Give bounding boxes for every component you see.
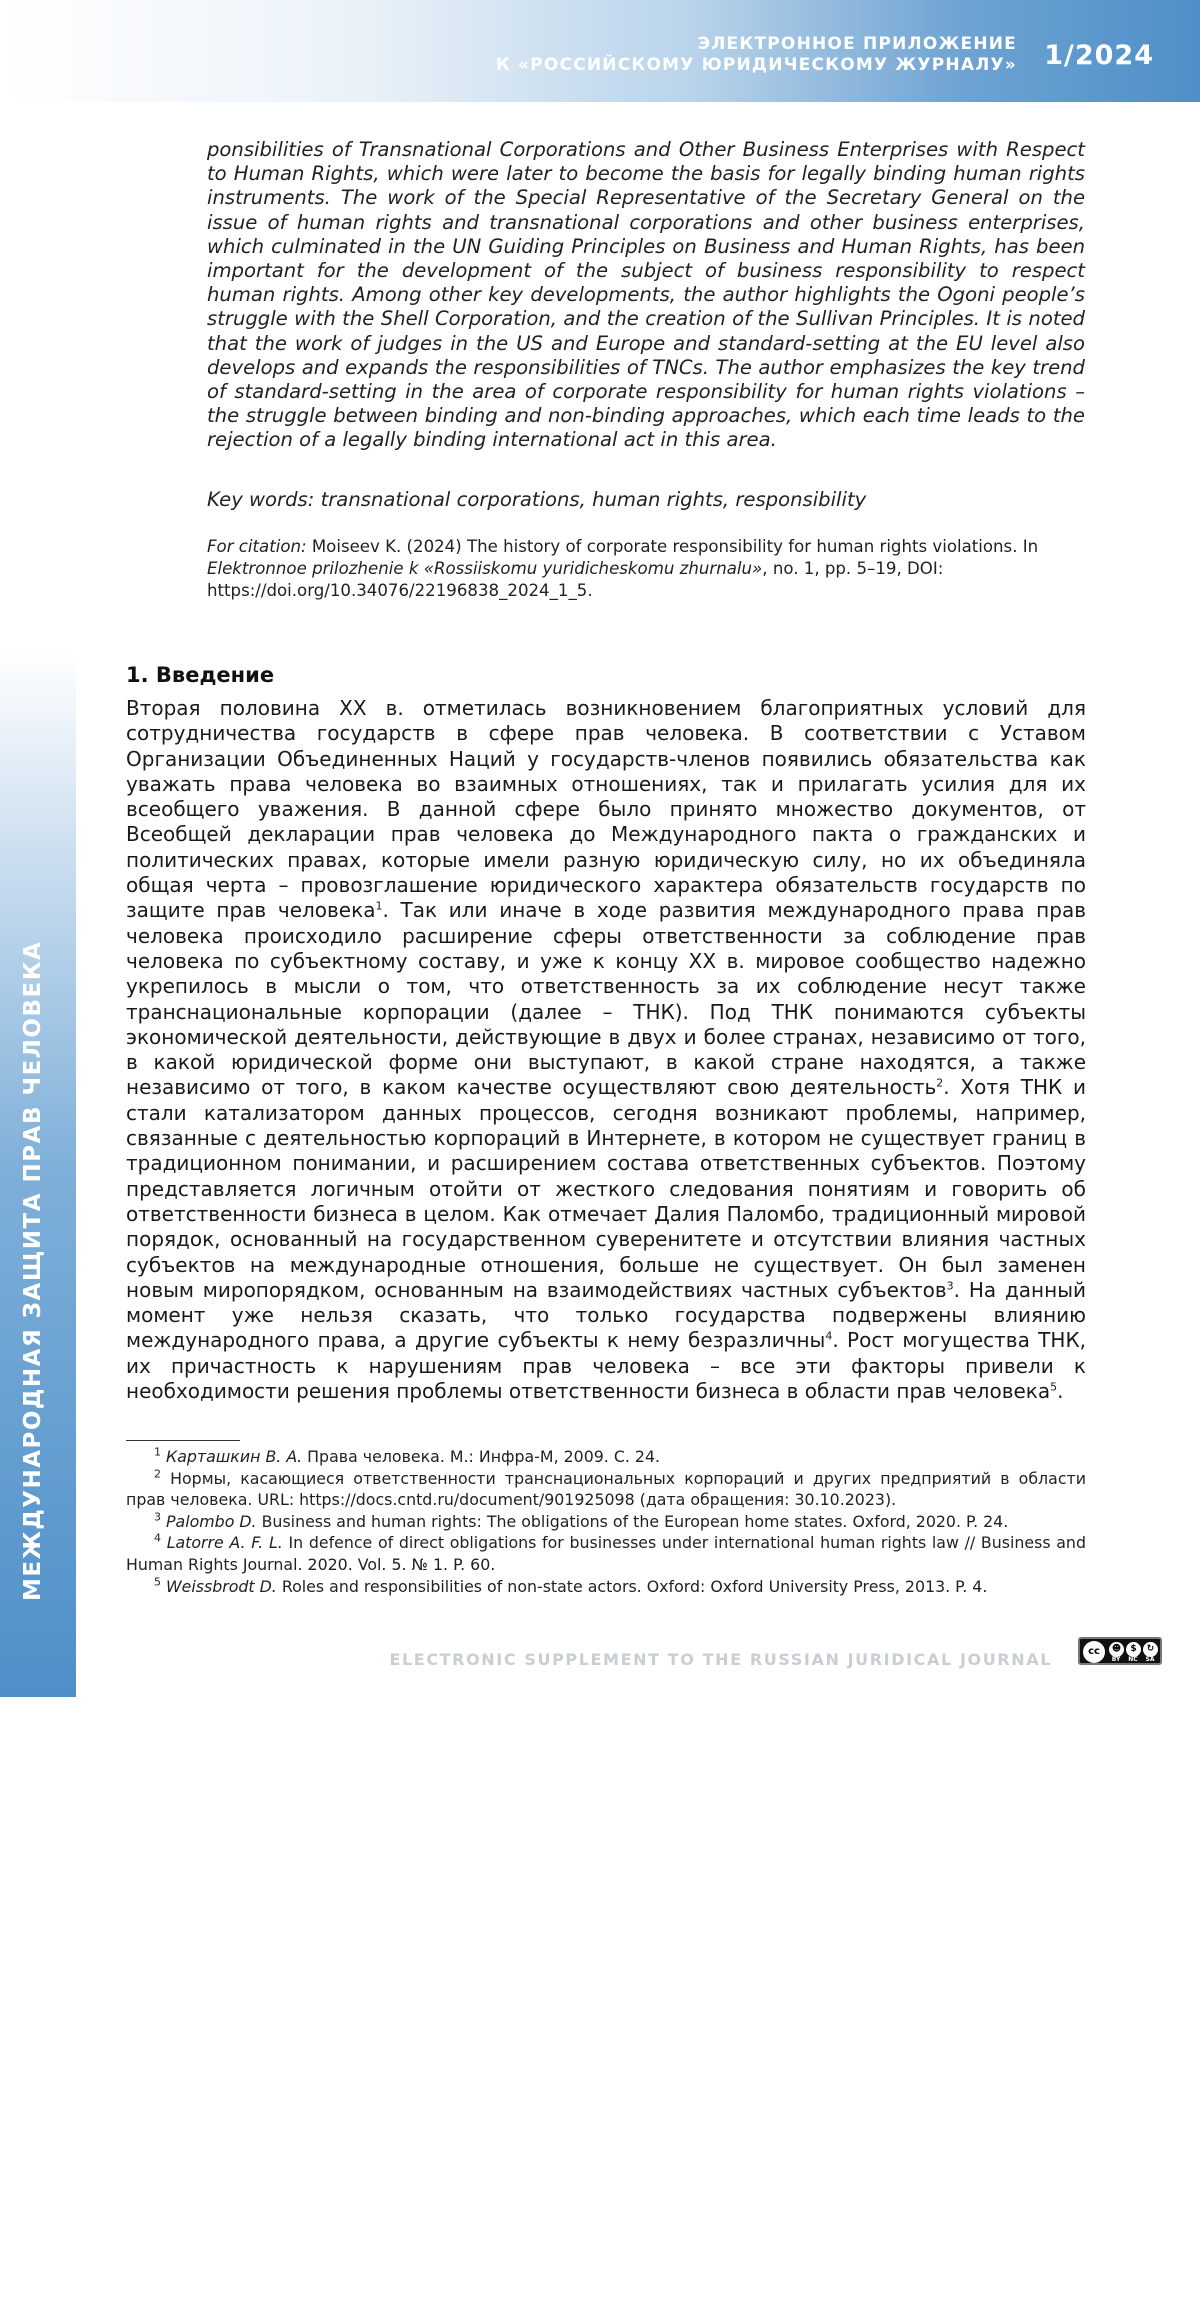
nc-label: NC xyxy=(1125,1656,1141,1664)
body-segment-1: Вторая половина XX в. отметилась возникновением благоприятных условий для сотрудничества государств в сфере прав человека. В соответствии с Уставом Организации Объединенных Наций у государств-членов появились обязательства как уважать права человека во взаимных отношениях, так и прилагать усилия для их всеобщего уважения. В данной сфере было принято множество документов, от Всеобщей декларации прав человека до Международного пакта о гражданских и политических правах, которые имели разную юридическую силу, но их объединяла общая черта – провозглашение юридического характера обязательств государств по защите прав человека xyxy=(126,696,1086,922)
footer-journal-title: ELECTRONIC SUPPLEMENT TO THE RUSSIAN JURIDICAL JOURNAL xyxy=(389,1650,1052,1669)
keywords: Key words: transnational corporations, human rights, responsibility xyxy=(207,488,1085,512)
body-segment-3: . Хотя ТНК и стали катализатором данных процессов, сегодня возникают проблемы, например, связанные с деятельностью корпораций в Интернете, в котором не существует границ в традиционном понимании, и расширением состава ответственных субъектов. Поэтому представляется логичным отойти от жесткого следования понятиям и говорить об ответственности бизнеса в целом. Как отмечает Далия Паломбо, традиционный мировой порядок, основанный на государственном суверенитете и отсутствии влияния частных субъектов на международные отношения, больше не существует. Он был заменен новым миропорядком, основанным на взаимодействиях частных субъектов xyxy=(126,1075,1086,1301)
footnote-ref-3[interactable]: 3 xyxy=(947,1279,954,1292)
citation-text-2: , no. 1, pp. 5–19, DOI: https://doi.org/10.34076/22196838_2024_1_5. xyxy=(207,559,943,600)
body-segment-2: . Так или иначе в ходе развития международного права прав человека происходило расширение сферы ответственности за соблюдение прав человека по субъектному составу, и уже к концу XX в. мировое сообщество надежно укрепилось в мысли о том, что ответственность за их соблюдение несут также транснациональные корпорации (далее – ТНК). Под ТНК понимаются субъекты экономической деятельности, действующие в двух и более странах, независимо от того, в какой юридической форме они выступают, в какой стране находятся, а также независимо от того, в каком качестве осуществляют свою деятельность xyxy=(126,898,1086,1099)
footnote-text: Права человека. М.: Инфра-М, 2009. С. 24. xyxy=(302,1447,660,1466)
body-paragraph xyxy=(126,696,1086,1404)
footnote-ref-2[interactable]: 2 xyxy=(936,1077,943,1090)
sa-label: SA xyxy=(1142,1656,1158,1664)
by-icon: ☻ xyxy=(1109,1642,1124,1657)
footnote-4 xyxy=(126,1532,1086,1575)
footnote-author: Latorre A. F. L. xyxy=(167,1533,283,1552)
header-title-line2: К «РОССИЙСКОМУ ЮРИДИЧЕСКОМУ ЖУРНАЛУ» xyxy=(496,55,1017,76)
footnote-ref-4[interactable]: 4 xyxy=(825,1330,832,1343)
by-label: BY xyxy=(1108,1656,1124,1664)
footnote-number: 1 xyxy=(154,1446,161,1459)
citation-text-1: Moiseev K. (2024) The history of corporate responsibility for human rights violations. In xyxy=(307,537,1039,556)
footnote-2 xyxy=(126,1468,1086,1511)
section-sidebar xyxy=(0,650,76,1697)
citation-label: For citation: xyxy=(207,537,307,556)
nc-icon: $ xyxy=(1126,1642,1141,1657)
abstract-text: ponsibilities of Transnational Corporations and Other Business Enterprises with Respect to Human Rights, which were later to become the basis for legally binding human rights instruments. The work of the Special Representative of the Secretary General on the issue of human rights and transnational corporations and other business enterprises, which culminated in the UN Guiding Principles on Business and Human Rights, has been important for the development of the subject of business responsibility to respect human rights. Among other key developments, the author highlights the Ogoni people’s struggle with the Shell Corporation, and the creation of the Sullivan Principles. It is noted that the work of judges in the US and Europe and standard-setting at the EU level also develops and expands the responsibilities of TNCs. The author emphasizes the key trend of standard-setting in the area of corporate responsibility for human rights violations – the struggle between binding and non-binding approaches, which each time leads to the rejection of a legally binding international act in this area. xyxy=(207,138,1085,453)
footnote-3 xyxy=(126,1511,1086,1533)
footnote-number: 3 xyxy=(154,1511,161,1524)
section-title-vertical: МЕЖДУНАРОДНАЯ ЗАЩИТА ПРАВ ЧЕЛОВЕКА xyxy=(20,941,46,1601)
footnote-text: Нормы, касающиеся ответственности транснациональных корпораций и других предприятий в области прав человека. URL: https://docs.cntd.ru/document/901925098 (дата обращения: 30.10.2023). xyxy=(126,1469,1086,1510)
footnote-author: Карташкин В. А. xyxy=(166,1447,302,1466)
footnote-text: Business and human rights: The obligations of the European home states. Oxford, 2020. P. 24. xyxy=(257,1512,1009,1531)
page-number: 6 xyxy=(0,2294,76,2319)
footnote-number: 2 xyxy=(154,1467,161,1480)
footnote-author: Palombo D. xyxy=(166,1512,257,1531)
body-segment-4: . На данный момент уже нельзя сказать, что только государства подвержены влиянию международного права, а другие субъекты к нему безразличны xyxy=(126,1278,1086,1353)
footnote-ref-5[interactable]: 5 xyxy=(1050,1380,1057,1393)
footnote-ref-1[interactable]: 1 xyxy=(375,900,382,913)
sa-icon: ↻ xyxy=(1143,1642,1158,1657)
footnote-text: In defence of direct obligations for businesses under international human rights law // Business and Human Rights Journal. 2020. Vol. 5. № 1. P. 60. xyxy=(126,1533,1086,1574)
footnote-text: Roles and responsibilities of non-state actors. Oxford: Oxford University Press, 2013. P. 4. xyxy=(277,1577,988,1596)
header-title-line1: ЭЛЕКТРОННОЕ ПРИЛОЖЕНИЕ xyxy=(496,34,1017,55)
footnote-author: Weissbrodt D. xyxy=(166,1577,277,1596)
footnote-number: 4 xyxy=(154,1532,161,1545)
citation xyxy=(207,536,1085,602)
body-segment-5: . Рост могущества ТНК, их причастность к нарушениям прав человека – все эти факторы привели к необходимости решения проблемы ответственности бизнеса в области прав человека xyxy=(126,1328,1086,1403)
footnotes xyxy=(126,1446,1086,1597)
body-segment-6: . xyxy=(1057,1379,1063,1403)
footnote-divider xyxy=(126,1440,240,1441)
cc-license-badge[interactable] xyxy=(1078,1637,1162,1665)
page-header xyxy=(0,0,1200,102)
footnote-5 xyxy=(126,1576,1086,1598)
cc-icon: cc xyxy=(1083,1641,1105,1663)
footnote-1 xyxy=(126,1446,1086,1468)
citation-journal: Elektronnoe prilozhenie k «Rossiiskomu yuridicheskomu zhurnalu» xyxy=(207,559,762,578)
issue-number: 1/2024 xyxy=(1044,40,1154,71)
section-heading: 1. Введение xyxy=(126,663,274,687)
footnote-number: 5 xyxy=(154,1575,161,1588)
journal-header-title xyxy=(496,34,1017,76)
